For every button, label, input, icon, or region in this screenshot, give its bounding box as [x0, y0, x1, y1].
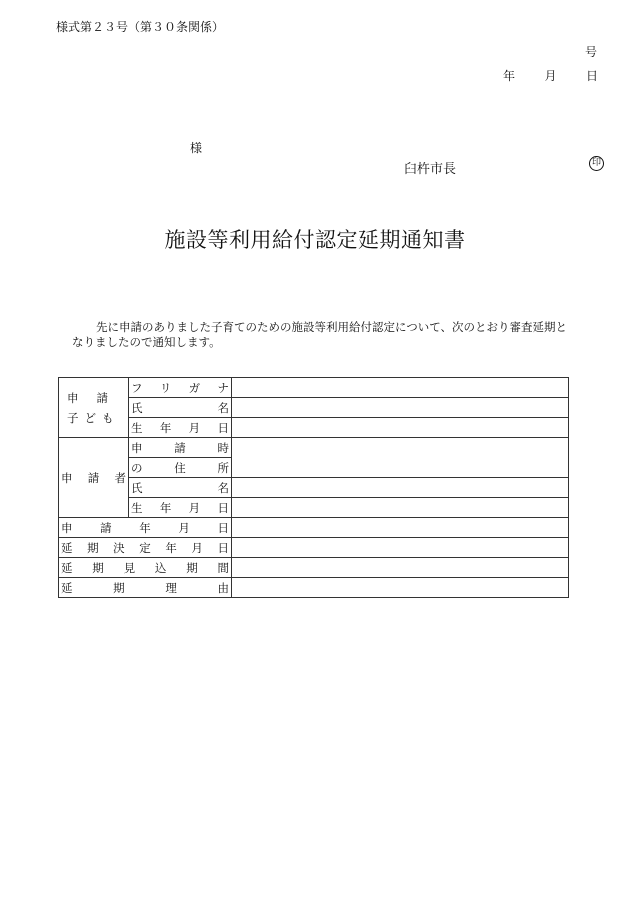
expected-postponement-period-field[interactable]	[232, 558, 569, 578]
label-char: 者	[114, 470, 126, 485]
label-char: ガ	[188, 380, 201, 395]
child-name-field[interactable]	[232, 398, 569, 418]
notice-form-table	[58, 377, 569, 598]
label-char: 理	[165, 580, 177, 595]
label-char: 月	[191, 540, 203, 555]
application-date-field[interactable]	[232, 518, 569, 538]
label-char: 込	[154, 560, 167, 575]
postponement-decision-date-label	[59, 538, 232, 558]
label-char: 年	[159, 500, 172, 515]
date-line	[503, 67, 598, 84]
label-char: 所	[217, 460, 229, 475]
label-char: フ	[131, 380, 143, 395]
sender-name: 臼杵市長	[404, 162, 457, 177]
document-title: 施設等利用給付認定延期通知書	[164, 228, 466, 252]
child-furigana-label	[129, 378, 232, 398]
label-char: 氏	[131, 480, 143, 495]
label-char: 月	[188, 500, 201, 515]
label-char: 生	[131, 500, 143, 515]
label-char: リ	[159, 380, 172, 395]
label-char: 時	[217, 440, 229, 455]
child-name-label	[129, 398, 232, 418]
label-char: 日	[217, 540, 229, 555]
label-char: の	[131, 460, 143, 475]
label-char: 生	[131, 420, 143, 435]
applicant-address-field[interactable]	[232, 438, 569, 478]
addressee-honorific: 様	[190, 141, 203, 155]
label-char: 月	[178, 520, 190, 535]
label-char: 決	[113, 540, 125, 555]
label-char: 年	[159, 420, 172, 435]
postponement-reason-field[interactable]	[232, 578, 569, 598]
notice-body-text: 先に申請のありました子育てのための施設等利用給付認定について、次のとおり審査延期となりましたので通知します。	[72, 320, 568, 349]
label-char: 見	[123, 560, 136, 575]
label-char: 日	[217, 520, 229, 535]
group-line: 子ども	[67, 410, 120, 425]
label-char: 住	[174, 460, 186, 475]
label-char: 延	[61, 580, 73, 595]
group-char: 請	[96, 390, 108, 405]
applicant-birthdate-field[interactable]	[232, 498, 569, 518]
label-char: 氏	[131, 400, 143, 415]
child-group-label	[59, 378, 129, 438]
applicant-address-label-1	[129, 438, 232, 458]
applicant-address-label-2	[129, 458, 232, 478]
label-char: 申	[61, 520, 73, 535]
date-month-label: 月	[544, 69, 557, 83]
label-char: 由	[217, 580, 229, 595]
label-char: 名	[217, 400, 229, 415]
document-number-label: 号	[585, 45, 598, 59]
seal-mark: 印	[589, 156, 604, 171]
label-char: 延	[61, 540, 73, 555]
label-char: 年	[165, 540, 177, 555]
date-day-label: 日	[585, 69, 598, 83]
applicant-birthdate-label	[129, 498, 232, 518]
label-char: ナ	[217, 380, 229, 395]
label-char: 延	[61, 560, 73, 575]
applicant-group-label	[59, 438, 129, 518]
postponement-decision-date-field[interactable]	[232, 538, 569, 558]
label-char: 定	[139, 540, 151, 555]
expected-postponement-period-label	[59, 558, 232, 578]
label-char: 日	[217, 420, 229, 435]
label-char: 日	[217, 500, 229, 515]
applicant-name-field[interactable]	[232, 478, 569, 498]
group-char: 申	[67, 390, 79, 405]
notice-body	[72, 320, 572, 350]
postponement-reason-label	[59, 578, 232, 598]
label-char: 申	[61, 470, 73, 485]
form-number: 様式第２３号（第３０条関係）	[56, 20, 225, 34]
label-char: 年	[139, 520, 151, 535]
label-char: 名	[217, 480, 229, 495]
label-char: 期	[87, 540, 99, 555]
child-furigana-field[interactable]	[232, 378, 569, 398]
applicant-name-label	[129, 478, 232, 498]
label-char: 期	[113, 580, 125, 595]
label-char: 期	[186, 560, 198, 575]
child-birthdate-label	[129, 418, 232, 438]
label-char: 間	[217, 560, 229, 575]
label-char: 期	[92, 560, 104, 575]
label-char: 請	[174, 440, 186, 455]
label-char: 請	[100, 520, 112, 535]
label-char: 申	[131, 440, 143, 455]
label-char: 月	[188, 420, 201, 435]
date-year-label: 年	[503, 69, 516, 83]
label-char: 請	[87, 470, 100, 485]
application-date-label	[59, 518, 232, 538]
child-birthdate-field[interactable]	[232, 418, 569, 438]
